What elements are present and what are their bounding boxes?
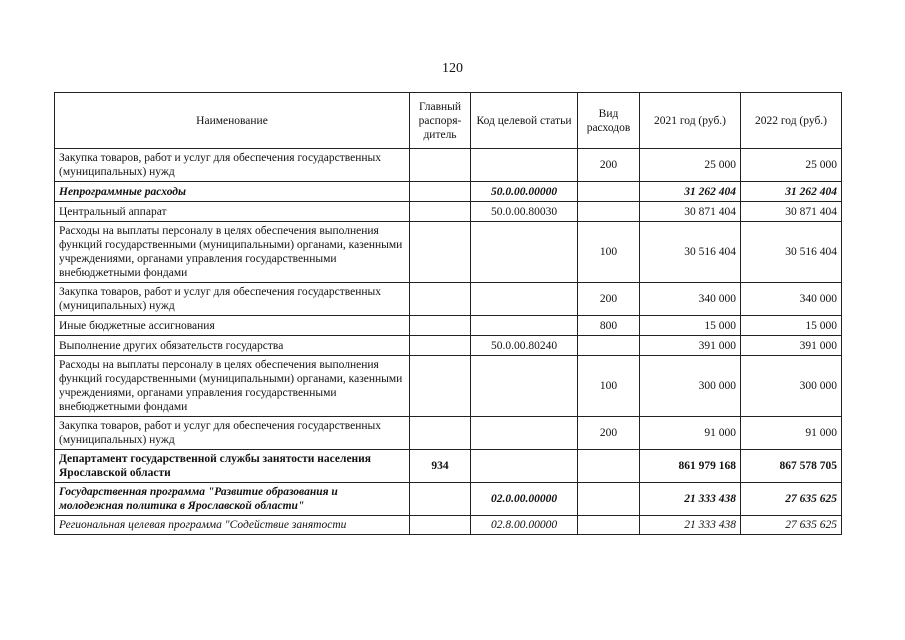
cell-2022: 30 871 404 — [741, 202, 842, 222]
cell-admin — [410, 283, 471, 316]
cell-2021: 21 333 438 — [640, 483, 741, 516]
cell-code: 50.0.00.80030 — [471, 202, 578, 222]
cell-name: Закупка товаров, работ и услуг для обеспечения государственных (муниципальных) нужд — [55, 283, 410, 316]
budget-table — [54, 92, 842, 535]
header-2022: 2022 год (руб.) — [741, 93, 842, 149]
cell-type: 100 — [578, 356, 640, 417]
cell-2022: 15 000 — [741, 316, 842, 336]
cell-type — [578, 450, 640, 483]
header-2021: 2021 год (руб.) — [640, 93, 741, 149]
cell-name: Департамент государственной службы занятости населения Ярославской области — [55, 450, 410, 483]
cell-2021: 391 000 — [640, 336, 741, 356]
cell-code — [471, 417, 578, 450]
cell-type: 200 — [578, 283, 640, 316]
cell-2022: 27 635 625 — [741, 516, 842, 535]
cell-2022: 340 000 — [741, 283, 842, 316]
table-row — [55, 202, 842, 222]
cell-type: 200 — [578, 149, 640, 182]
cell-code — [471, 149, 578, 182]
table-row — [55, 316, 842, 336]
header-admin: Главный распоря-дитель — [410, 93, 471, 149]
cell-2021: 30 871 404 — [640, 202, 741, 222]
cell-code: 50.0.00.00000 — [471, 182, 578, 202]
cell-admin — [410, 316, 471, 336]
cell-type: 100 — [578, 222, 640, 283]
cell-2021: 300 000 — [640, 356, 741, 417]
cell-admin — [410, 516, 471, 535]
cell-2022: 27 635 625 — [741, 483, 842, 516]
cell-code — [471, 283, 578, 316]
cell-name: Расходы на выплаты персоналу в целях обеспечения выполнения функций государственными (муниципальными) органами, казенными учреждениями, органами управления государственными внебюджетными фондами — [55, 222, 410, 283]
cell-name: Региональная целевая программа "Содействие занятости — [55, 516, 410, 535]
cell-admin — [410, 149, 471, 182]
cell-code — [471, 356, 578, 417]
cell-admin — [410, 202, 471, 222]
cell-2021: 340 000 — [640, 283, 741, 316]
cell-admin — [410, 417, 471, 450]
cell-type — [578, 483, 640, 516]
table-row — [55, 417, 842, 450]
cell-2021: 21 333 438 — [640, 516, 741, 535]
header-code: Код целевой статьи — [471, 93, 578, 149]
cell-2021: 91 000 — [640, 417, 741, 450]
cell-2022: 867 578 705 — [741, 450, 842, 483]
cell-code: 50.0.00.80240 — [471, 336, 578, 356]
table-row — [55, 149, 842, 182]
cell-2021: 15 000 — [640, 316, 741, 336]
header-type: Вид расходов — [578, 93, 640, 149]
cell-code: 02.8.00.00000 — [471, 516, 578, 535]
table-row — [55, 483, 842, 516]
cell-name: Непрограммные расходы — [55, 182, 410, 202]
cell-type — [578, 336, 640, 356]
cell-2021: 31 262 404 — [640, 182, 741, 202]
table-row — [55, 450, 842, 483]
cell-name: Расходы на выплаты персоналу в целях обеспечения выполнения функций государственными (муниципальными) органами, казенными учреждениями, органами управления государственными внебюджетными фондами — [55, 356, 410, 417]
cell-name: Государственная программа "Развитие образования и молодежная политика в Ярославской области" — [55, 483, 410, 516]
table-row — [55, 222, 842, 283]
cell-code — [471, 316, 578, 336]
cell-2022: 91 000 — [741, 417, 842, 450]
table-row — [55, 283, 842, 316]
page-number: 120 — [442, 61, 463, 76]
cell-code — [471, 450, 578, 483]
cell-2021: 25 000 — [640, 149, 741, 182]
cell-admin — [410, 222, 471, 283]
cell-type: 800 — [578, 316, 640, 336]
table-row — [55, 182, 842, 202]
header-name: Наименование — [55, 93, 410, 149]
cell-name: Закупка товаров, работ и услуг для обеспечения государственных (муниципальных) нужд — [55, 149, 410, 182]
cell-code — [471, 222, 578, 283]
cell-2021: 861 979 168 — [640, 450, 741, 483]
cell-admin — [410, 336, 471, 356]
cell-2022: 391 000 — [741, 336, 842, 356]
table-row — [55, 356, 842, 417]
cell-2022: 25 000 — [741, 149, 842, 182]
table-row — [55, 516, 842, 535]
cell-2021: 30 516 404 — [640, 222, 741, 283]
cell-type — [578, 516, 640, 535]
cell-2022: 31 262 404 — [741, 182, 842, 202]
cell-name: Иные бюджетные ассигнования — [55, 316, 410, 336]
cell-type: 200 — [578, 417, 640, 450]
cell-admin — [410, 356, 471, 417]
cell-code: 02.0.00.00000 — [471, 483, 578, 516]
cell-name: Выполнение других обязательств государства — [55, 336, 410, 356]
cell-type — [578, 182, 640, 202]
cell-2022: 30 516 404 — [741, 222, 842, 283]
cell-type — [578, 202, 640, 222]
cell-admin: 934 — [410, 450, 471, 483]
cell-2022: 300 000 — [741, 356, 842, 417]
table-header-row — [55, 93, 842, 149]
cell-name: Центральный аппарат — [55, 202, 410, 222]
cell-admin — [410, 182, 471, 202]
cell-name: Закупка товаров, работ и услуг для обеспечения государственных (муниципальных) нужд — [55, 417, 410, 450]
cell-admin — [410, 483, 471, 516]
table-row — [55, 336, 842, 356]
